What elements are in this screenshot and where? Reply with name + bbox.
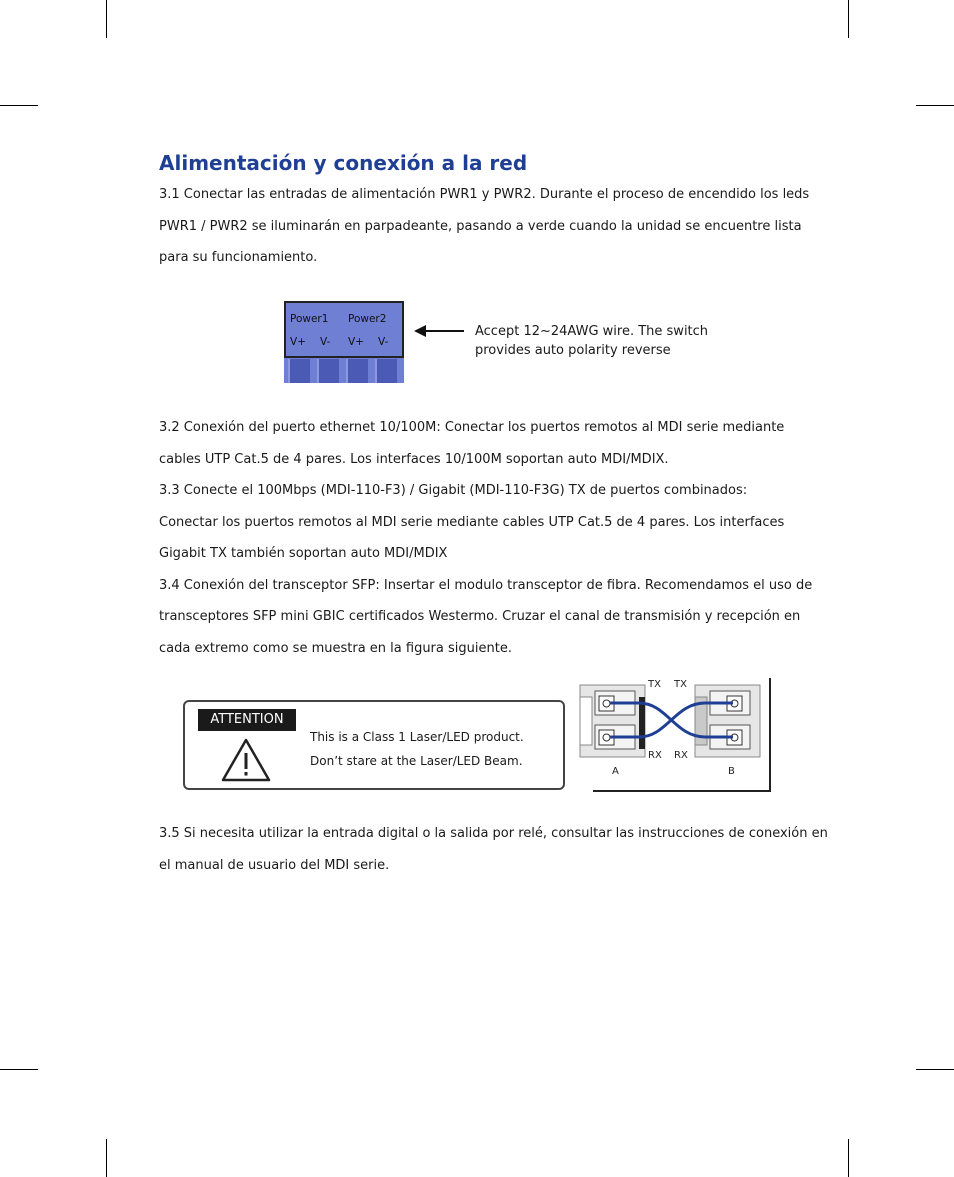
paragraph-line: Conectar los puertos remotos al MDI serie mediante cables UTP Cat.5 de 4 pares. Los interfaces — [159, 514, 785, 530]
paragraph-line: 3.1 Conectar las entradas de alimentación PWR1 y PWR2. Durante el proceso de encendido los leds — [159, 187, 810, 202]
crop-mark — [106, 1139, 107, 1177]
wire-note — [475, 322, 708, 360]
fiber-crossover-diagram — [575, 675, 775, 799]
attention-label: ATTENTION — [198, 709, 296, 731]
terminal-tooth — [375, 359, 397, 383]
rx-label-a: RX — [648, 750, 662, 761]
pin-label: V- — [320, 336, 331, 348]
terminal-tooth — [288, 359, 310, 383]
crop-mark — [106, 0, 107, 38]
paragraph-line: para su funcionamiento. — [159, 250, 318, 265]
paragraph-line: 3.3 Conecte el 100Mbps (MDI-110-F3) / Gigabit (MDI-110-F3G) TX de puertos combinados: — [159, 483, 748, 498]
paragraph-3-2-to-3-4 — [159, 412, 813, 664]
page-title: Alimentación y conexión a la red — [159, 151, 528, 175]
pin-label: V+ — [290, 336, 306, 348]
paragraph-line: cada extremo como se muestra en la figura siguiente. — [159, 640, 512, 656]
terminal-tooth — [346, 359, 368, 383]
tx-label-a: TX — [648, 679, 661, 690]
attention-line: This is a Class 1 Laser/LED product. — [310, 730, 524, 744]
wire-note-line: Accept 12~24AWG wire. The switch — [475, 324, 709, 339]
terminal-tooth — [317, 359, 339, 383]
paragraph-3-5 — [159, 818, 828, 881]
label-power2: Power2 — [348, 313, 387, 325]
crop-mark — [848, 1139, 849, 1177]
crop-mark — [916, 1069, 954, 1070]
arrow-shaft — [424, 330, 464, 332]
pin-label: V- — [378, 336, 389, 348]
rx-label-b: RX — [674, 750, 688, 761]
side-label-a: A — [612, 766, 619, 777]
wire-note-line: provides auto polarity reverse — [475, 343, 671, 358]
paragraph-line: PWR1 / PWR2 se iluminarán en parpadeante, pasando a verde cuando la unidad se encuentre lista — [159, 218, 802, 234]
crop-mark — [916, 105, 954, 106]
pin-label: V+ — [348, 336, 364, 348]
attention-line: Don’t stare at the Laser/LED Beam. — [310, 754, 523, 768]
paragraph-line: 3.2 Conexión del puerto ethernet 10/100M: Conectar los puertos remotos al MDI serie mediante — [159, 420, 785, 435]
paragraph-3-1 — [159, 179, 809, 274]
crop-mark — [0, 105, 38, 106]
terminal-label-frame — [284, 301, 404, 358]
paragraph-line: Gigabit TX también soportan auto MDI/MDIX — [159, 546, 448, 561]
paragraph-line: cables UTP Cat.5 de 4 pares. Los interfaces 10/100M soportan auto MDI/MDIX. — [159, 451, 669, 467]
paragraph-line: transceptores SFP mini GBIC certificados Westermo. Cruzar el canal de transmisión y recepción en — [159, 609, 801, 624]
paragraph-line: 3.5 Si necesita utilizar la entrada digital o la salida por relé, consultar las instrucciones de conexión en — [159, 826, 828, 841]
tx-label-b: TX — [674, 679, 687, 690]
label-power1: Power1 — [290, 313, 329, 325]
warning-triangle-icon — [220, 737, 272, 783]
attention-text — [310, 725, 524, 773]
crop-mark — [848, 0, 849, 38]
paragraph-line: 3.4 Conexión del transceptor SFP: Insertar el modulo transceptor de fibra. Recomendamos el uso de — [159, 577, 813, 593]
paragraph-line: el manual de usuario del MDI serie. — [159, 857, 390, 873]
crop-mark — [0, 1069, 38, 1070]
fiber-diagram-graphic — [575, 675, 775, 795]
power-terminal-block — [284, 301, 404, 383]
side-label-b: B — [728, 766, 735, 777]
